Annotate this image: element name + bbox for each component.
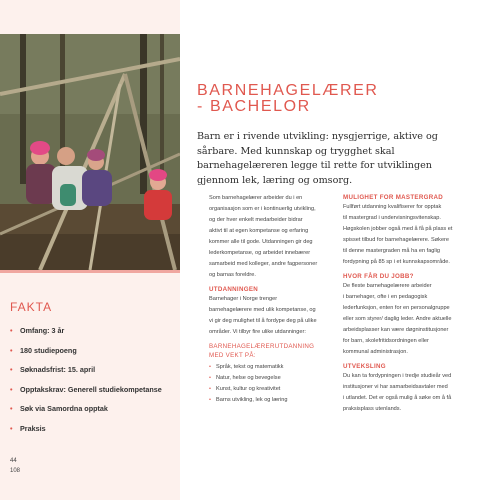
fakta-item: • 180 studiepoeng	[10, 346, 175, 355]
body-line: Barnehager i Norge trenger	[209, 296, 278, 302]
vekt-list	[209, 362, 341, 406]
body-line: spisset tilbud for barnehagelærere. Søkere	[343, 237, 450, 243]
page-title: BARNEHAGELÆRER	[197, 82, 379, 99]
section-heading-jobb: HVOR FÅR DU JOBB?	[343, 273, 414, 280]
page-number: 44	[10, 458, 17, 464]
fakta-box	[10, 300, 175, 443]
fakta-list	[10, 326, 175, 433]
body-line: lederkompetanse, og arbeidet innebærer	[209, 250, 311, 256]
fakta-item: • Søknadsfrist: 15. april	[10, 365, 175, 374]
body-line: barnehagelærere med ulik kompetanse, og	[209, 307, 316, 313]
fakta-item: • Praksis	[10, 424, 175, 433]
body-line: i utlandet. Det er også mulig å søke om å få	[343, 395, 452, 401]
body-column-left	[209, 193, 341, 406]
body-line: til mastergrad i undervisningsvitenskap.	[343, 215, 441, 221]
section-heading-vekt: BARNEHAGELÆRERUTDANNING	[209, 343, 315, 350]
body-line: Du kan ta fordypningen i tredje studieår ved	[343, 373, 452, 379]
body-line: for barn, skolefritidsordningen eller	[343, 338, 429, 344]
page-number: 108	[10, 468, 21, 474]
section-heading-utdanningen: UTDANNINGEN	[209, 286, 259, 293]
forest-children-photo	[0, 34, 180, 270]
fakta-item: • Omfang: 3 år	[10, 326, 175, 335]
body-line: aktivt til at egen kompetanse og erfaring	[209, 228, 309, 234]
body-line: organisasjon som er i kontinuerlig utvikling,	[209, 206, 316, 212]
body-line: kommunal administrasjon.	[343, 349, 408, 355]
body-line: områder. Vi tilbyr fire ulike utdanninger:	[209, 329, 306, 335]
body-line: vi gir deg mulighet til å fordype deg på ulike	[209, 318, 317, 324]
list-item: • Språk, tekst og matematikk	[209, 362, 341, 373]
body-line: praksisplass utenlands.	[343, 406, 402, 412]
body-line: institusjoner vi har samarbeidsavtaler med	[343, 384, 448, 390]
body-line: og der hver enkelt medarbeider bidrar	[209, 217, 303, 223]
body-line: fordypning på 85 sp i et kunnskapsområde.	[343, 259, 450, 265]
list-item: • Barns utvikling, lek og læring	[209, 395, 341, 406]
body-line: lederfunksjon, enten for en personalgruppe	[343, 305, 450, 311]
list-item: • Kunst, kultur og kreativitet	[209, 384, 341, 395]
body-line: eller som styrer/ daglig leder. Andre aktuelle	[343, 316, 452, 322]
body-line: Som barnehagelærer arbeider du i en	[209, 195, 303, 201]
body-line: Fullført utdanning kvalifiserer for opptak	[343, 204, 442, 210]
photo-illustration	[0, 34, 180, 270]
fakta-title: FAKTA	[10, 300, 53, 314]
photo-accent-bar	[0, 270, 180, 273]
section-heading-utveksling: UTVEKSLING	[343, 363, 386, 370]
fakta-item: • Søk via Samordna opptak	[10, 404, 175, 413]
page-subtitle: - BACHELOR	[197, 98, 311, 115]
section-heading-master: MULIGHET FOR MASTERGRAD	[343, 194, 444, 201]
lead-paragraph: Barn er i rivende utvikling: nysgjerrige, aktive og sårbare. Med kunnskap og trygghet skal barnehagelæreren legge til rette for utviklingen gjennom lek, læring og omsorg.	[197, 131, 438, 186]
fakta-side-panel	[0, 0, 180, 500]
section-heading-vekt: MED VEKT PÅ:	[209, 352, 256, 359]
body-line: til denne mastergraden må ha en faglig	[343, 248, 441, 254]
body-line: De fleste barnehagelærere arbeider	[343, 283, 432, 289]
body-line: og barnas foreldre.	[209, 272, 256, 278]
body-line: arbeidsplasser kan være døgninstitusjoner	[343, 327, 449, 333]
list-item: • Natur, helse og bevegelse	[209, 373, 341, 384]
body-column-right	[343, 193, 475, 415]
body-line: Høgskolen jobber også med å få på plass et	[343, 226, 453, 232]
body-line: kommer alle til gode. Utdanningen gir deg	[209, 239, 313, 245]
body-line: i barnehager, ofte i en pedagogisk	[343, 294, 428, 300]
body-line: samarbeid med kolleger, andre fagpersoner	[209, 261, 318, 267]
fakta-item: • Opptakskrav: Generell studiekompetanse	[10, 385, 175, 394]
